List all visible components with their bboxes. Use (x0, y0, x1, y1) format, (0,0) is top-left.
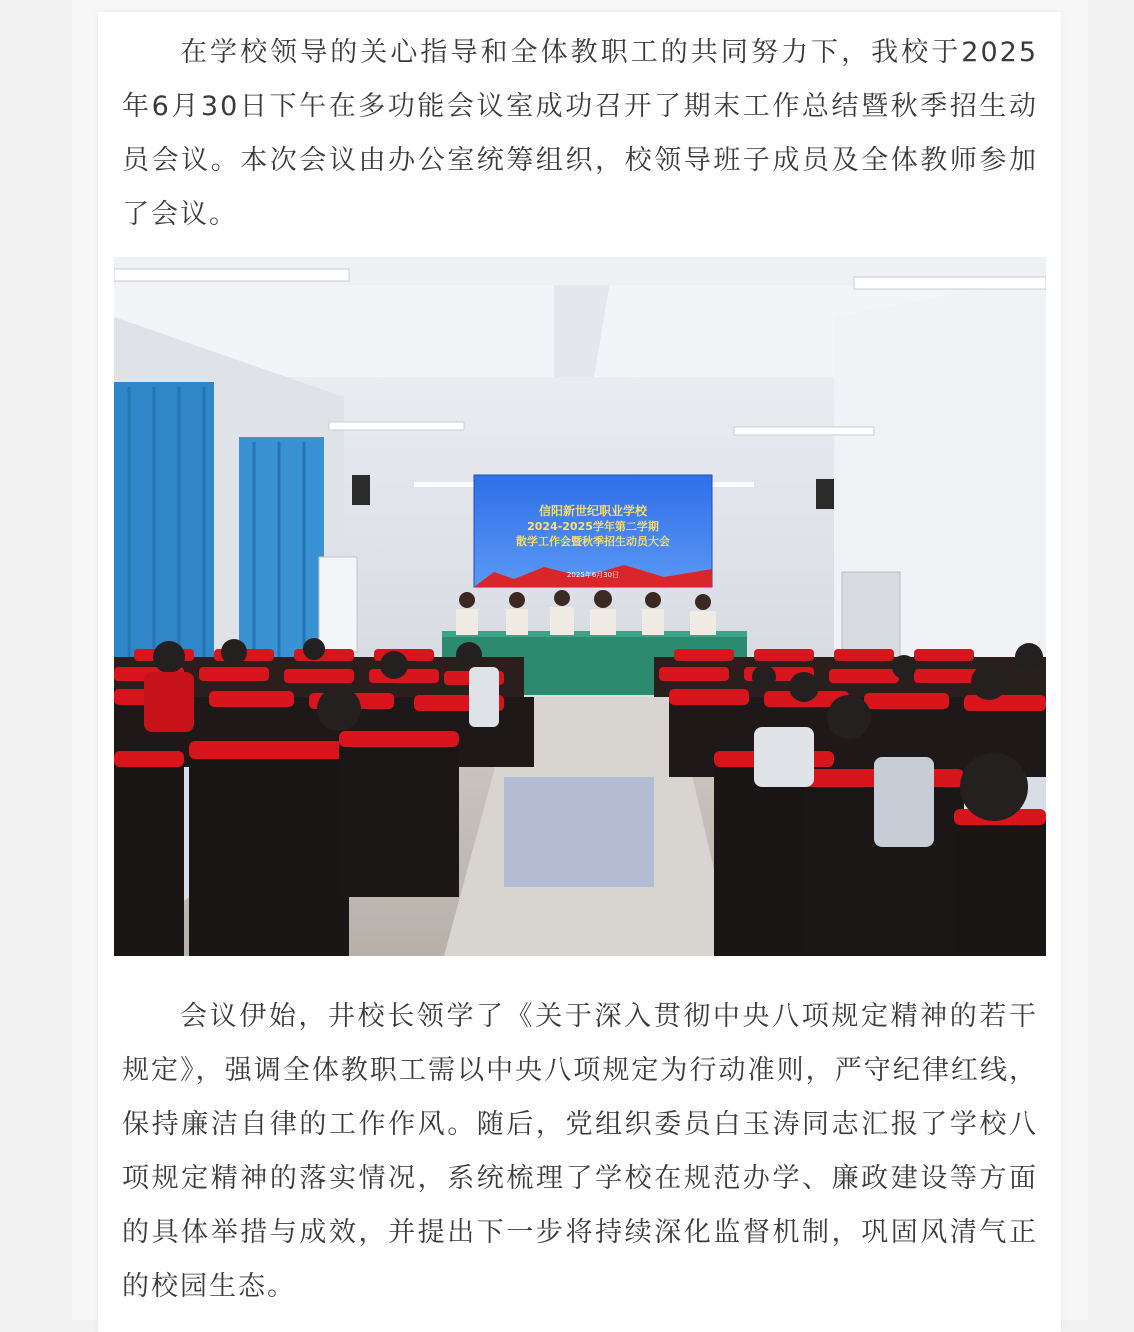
banner-line-3: 散学工作会暨秋季招生动员大会 (516, 535, 670, 548)
banner-line-1: 信阳新世纪职业学校 (538, 504, 648, 518)
meeting-photo (114, 257, 1046, 956)
article-paragraph-1: 在学校领导的关心指导和全体教职工的共同努力下，我校于2025年6月30日下午在多功能会议室成功召开了期末工作总结暨秋季招生动员会议。本次会议由办公室统筹组织，校领导班子成员及全体教师参加了会议。 (122, 37, 1038, 230)
banner-date: 2025年6月30日 (566, 571, 620, 579)
banner-line-2: 2024-2025学年第二学期 (527, 520, 659, 533)
article-paragraph-2: 会议伊始，井校长领学了《关于深入贯彻中央八项规定精神的若干规定》，强调全体教职工需以中央八项规定为行动准则，严守纪律红线，保持廉洁自律的工作作风。随后，党组织委员白玉涛同志汇报了学校八项规定精神的落实情况，系统梳理了学校在规范办学、廉政建设等方面的具体举措与成效，并提出下一步将持续深化监督机制，巩固风清气正的校园生态。 (122, 1001, 1038, 1302)
